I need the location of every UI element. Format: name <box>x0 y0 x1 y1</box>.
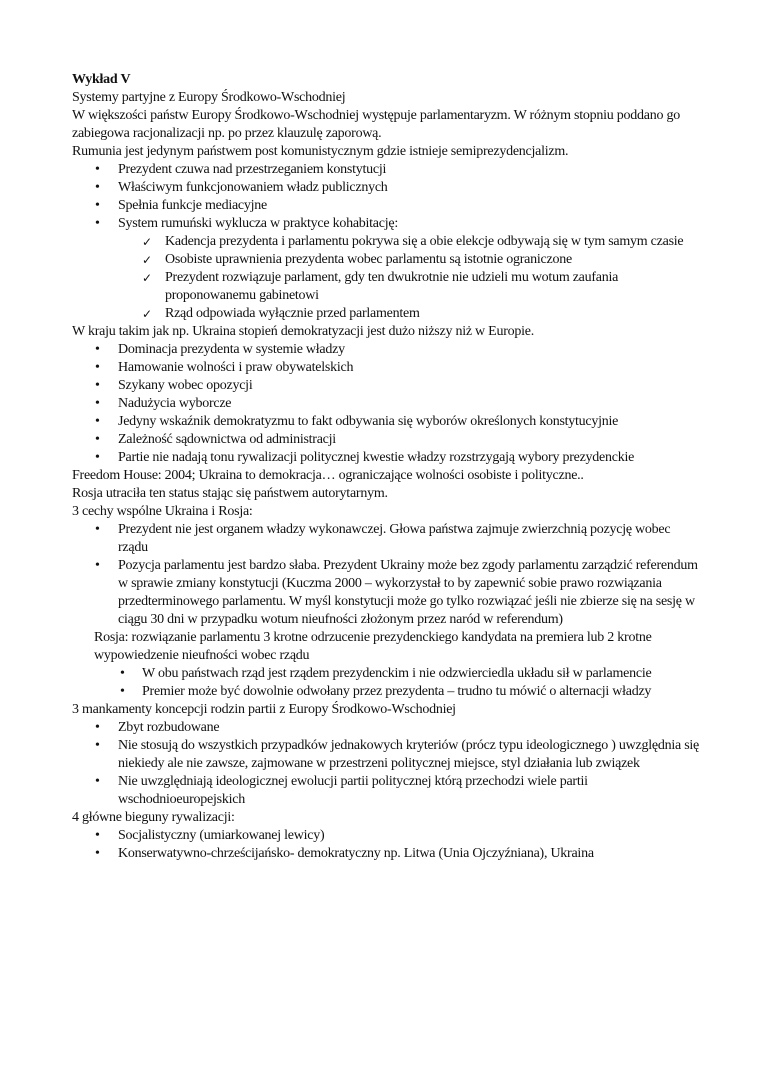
cohabitation-check-list <box>72 233 702 323</box>
list-item: • Partie nie nadają tonu rywalizacji politycznej kwestie władzy rozstrzygają wybory prezydenckie <box>72 449 702 467</box>
list-item: • Zbyt rozbudowane <box>72 719 702 737</box>
paragraph-russia: Rosja utraciła ten status stając się państwem autorytarnym. <box>72 486 388 501</box>
list-item: • Hamowanie wolności i praw obywatelskich <box>72 359 702 377</box>
list-item: • Nie uwzględniają ideologicznej ewolucji partii politycznej którą przechodzi wiele partii wschodnioeuropejskich <box>72 773 702 809</box>
list-item: • Socjalistyczny (umiarkowanej lewicy) <box>72 827 702 845</box>
check-item: ✓ Rząd odpowiada wyłącznie przed parlamentem <box>72 305 702 323</box>
romania-bullet-list <box>72 161 702 233</box>
check-item: ✓ Prezydent rozwiązuje parlament, gdy ten dwukrotnie nie udzieli mu wotum zaufania proponowanemu gabinetowi <box>72 269 702 305</box>
paragraph-poles: 4 główne bieguny rywalizacji: <box>72 810 235 825</box>
document-body <box>72 71 702 863</box>
check-item: ✓ Osobiste uprawnienia prezydenta wobec parlamentu są istotnie ograniczone <box>72 251 702 269</box>
check-item: ✓ Kadencja prezydenta i parlamentu pokrywa się a obie elekcje odbywają się w tym samym czasie <box>72 233 702 251</box>
subtitle: Systemy partyjne z Europy Środkowo-Wschodniej <box>72 90 346 105</box>
government-bullet-list <box>72 665 702 701</box>
list-item: • Prezydent nie jest organem władzy wykonawczej. Głowa państwa zajmuje zwierzchnią pozycję wobec rządu <box>72 521 702 557</box>
list-item: • Nadużycia wyborcze <box>72 395 702 413</box>
paragraph-common-features: 3 cechy wspólne Ukraina i Rosja: <box>72 504 253 519</box>
list-item: • System rumuński wyklucza w praktyce kohabitację: <box>72 215 702 233</box>
list-item: • Konserwatywno-chrześcijańsko- demokratyczny np. Litwa (Unia Ojczyźniana), Ukraina <box>72 845 702 863</box>
lecture-title: Wykład V <box>72 72 131 87</box>
paragraph-romania: Rumunia jest jedynym państwem post komunistycznym gdzie istnieje semiprezydencjalizm. <box>72 144 569 159</box>
list-item: • W obu państwach rząd jest rządem prezydenckim i nie odzwierciedla układu sił w parlamencie <box>72 665 702 683</box>
paragraph-shortcomings: 3 mankamenty koncepcji rodzin partii z Europy Środkowo-Wschodniej <box>72 702 456 717</box>
list-item: • Właściwym funkcjonowaniem władz publicznych <box>72 179 702 197</box>
list-item: • Zależność sądownictwa od administracji <box>72 431 702 449</box>
paragraph-ukraine: W kraju takim jak np. Ukraina stopień demokratyzacji jest dużo niższy niż w Europie. <box>72 324 534 339</box>
paragraph-russia-parliament: Rosja: rozwiązanie parlamentu 3 krotne odrzucenie prezydenckiego kandydata na premiera lub 2 krotne wypowiedzenie nieufności wobec rządu <box>94 630 652 663</box>
list-item: • Prezydent czuwa nad przestrzeganiem konstytucji <box>72 161 702 179</box>
list-item: • Jedyny wskaźnik demokratyzmu to fakt odbywania się wyborów określonych konstytucyjnie <box>72 413 702 431</box>
common-features-list <box>72 521 702 629</box>
paragraph-freedom-house: Freedom House: 2004; Ukraina to demokracja… ograniczające wolności osobiste i polityczne.. <box>72 468 584 483</box>
ukraine-bullet-list <box>72 341 702 467</box>
list-item: • Premier może być dowolnie odwołany przez prezydenta – trudno tu mówić o alternacji władzy <box>72 683 702 701</box>
shortcomings-list <box>72 719 702 809</box>
list-item: • Spełnia funkcje mediacyjne <box>72 197 702 215</box>
list-item: • Dominacja prezydenta w systemie władzy <box>72 341 702 359</box>
paragraph-parliamentarism: W większości państw Europy Środkowo-Wschodniej występuje parlamentaryzm. W różnym stopniu poddano go zabiegowa racjonalizacji np. po przez klauzulę zaporową. <box>72 108 680 141</box>
poles-list <box>72 827 702 863</box>
list-item: • Szykany wobec opozycji <box>72 377 702 395</box>
list-item: • Nie stosują do wszystkich przypadków jednakowych kryteriów (prócz typu ideologicznego ) uwzględnia się niekiedy ale nie zawsze, zajmowane w przestrzeni politycznej miejsce, styl działania lub związek <box>72 737 702 773</box>
list-item: • Pozycja parlamentu jest bardzo słaba. Prezydent Ukrainy może bez zgody parlamentu zarządzić referendum w sprawie zmiany konstytucji (Kuczma 2000 – wykorzystał to by zapewnić sobie prawo rozwiązania przedterminowego parlamentu. W myśl konstytucji może go tylko rozwiązać jeśli nie zbierze się na sesję w ciągu 30 dni w przypadku wotum nieufności złożonym przez naród w referendum) <box>72 557 702 629</box>
